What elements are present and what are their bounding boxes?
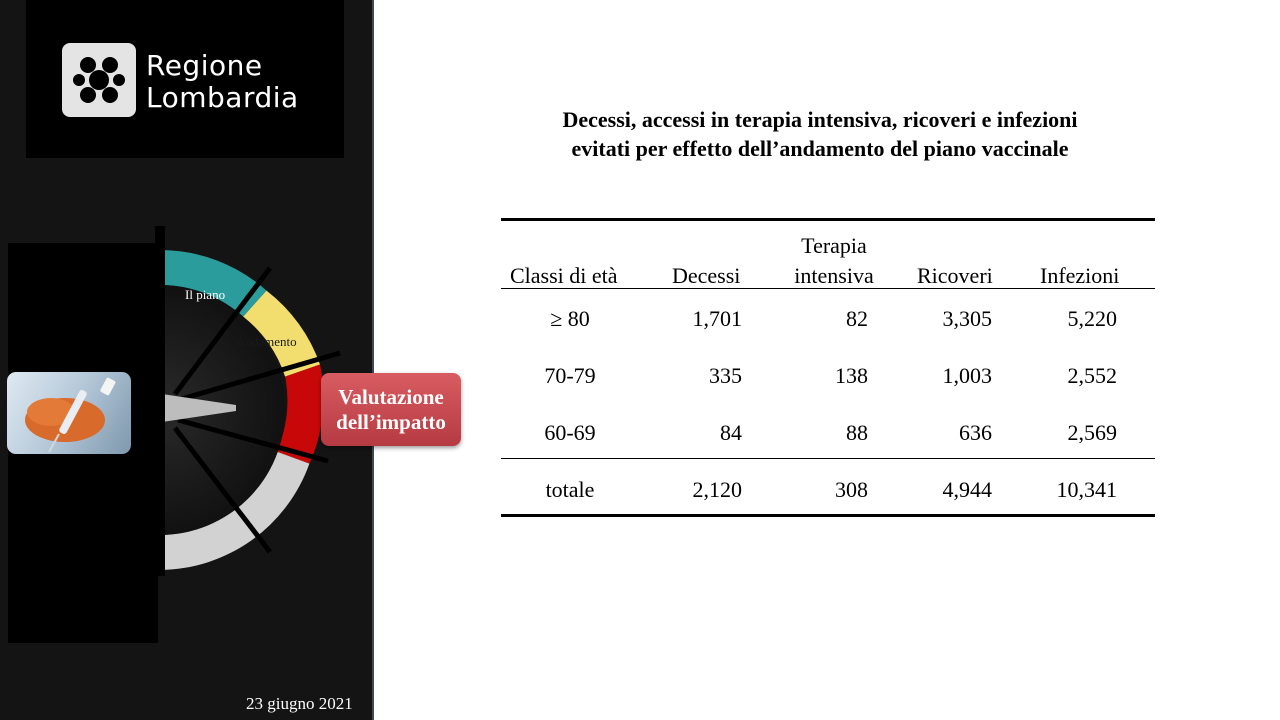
row-decessi: 335 bbox=[709, 363, 742, 388]
total-terapia-intensiva: 308 bbox=[835, 477, 868, 502]
header-decessi: Decessi bbox=[672, 263, 741, 288]
left-black-strip bbox=[155, 226, 165, 576]
total-infezioni: 10,341 bbox=[1056, 477, 1117, 502]
row-terapia-intensiva: 88 bbox=[846, 420, 868, 445]
row-ricoveri: 636 bbox=[959, 420, 992, 445]
header-terapia: Terapia bbox=[801, 233, 867, 258]
row-terapia-intensiva: 138 bbox=[835, 363, 868, 388]
dial-label-andamento: Andamento bbox=[236, 334, 297, 349]
slide-title-line-1: Decessi, accessi in terapia intensiva, ricoveri e infezioni bbox=[562, 107, 1078, 132]
row-ricoveri: 3,305 bbox=[942, 306, 992, 331]
slide-title-line-2: evitati per effetto dell’andamento del piano vaccinale bbox=[571, 136, 1069, 161]
table-top-rule bbox=[501, 218, 1155, 221]
row-terapia-intensiva: 82 bbox=[846, 306, 868, 331]
impact-label-line-2: dell’impatto bbox=[336, 409, 446, 434]
logo-line-2: Lombardia bbox=[146, 81, 299, 114]
sidebar-divider bbox=[372, 0, 374, 720]
dial-label-il-piano: Il piano bbox=[185, 287, 226, 302]
slide-title bbox=[480, 105, 1160, 163]
table-bottom-rule bbox=[501, 514, 1155, 517]
row-infezioni: 2,552 bbox=[1067, 363, 1117, 388]
impact-label-line-1: Valutazione bbox=[338, 384, 444, 409]
logo-line-1: Regione bbox=[146, 49, 263, 82]
slide-date: 23 giugno 2021 bbox=[246, 694, 353, 713]
total-ricoveri: 4,944 bbox=[942, 477, 992, 502]
row-decessi: 84 bbox=[720, 420, 742, 445]
table-total-rule bbox=[501, 458, 1155, 459]
row-infezioni: 2,569 bbox=[1067, 420, 1117, 445]
row-ricoveri: 1,003 bbox=[942, 363, 992, 388]
total-decessi: 2,120 bbox=[692, 477, 742, 502]
header-infezioni: Infezioni bbox=[1040, 263, 1120, 288]
row-age-class: 60-69 bbox=[544, 420, 596, 445]
header-ricoveri: Ricoveri bbox=[917, 263, 993, 288]
dial-label-valutazione-impatto bbox=[321, 373, 461, 446]
vaccine-syringe-photo bbox=[7, 372, 131, 454]
row-age-class: 70-79 bbox=[544, 363, 596, 388]
row-infezioni: 5,220 bbox=[1067, 306, 1117, 331]
row-age-class: ≥ 80 bbox=[550, 306, 590, 331]
header-intensiva: intensiva bbox=[794, 263, 874, 288]
total-label: totale bbox=[545, 477, 595, 502]
header-classi-di-eta: Classi di età bbox=[510, 263, 618, 288]
row-decessi: 1,701 bbox=[692, 306, 742, 331]
